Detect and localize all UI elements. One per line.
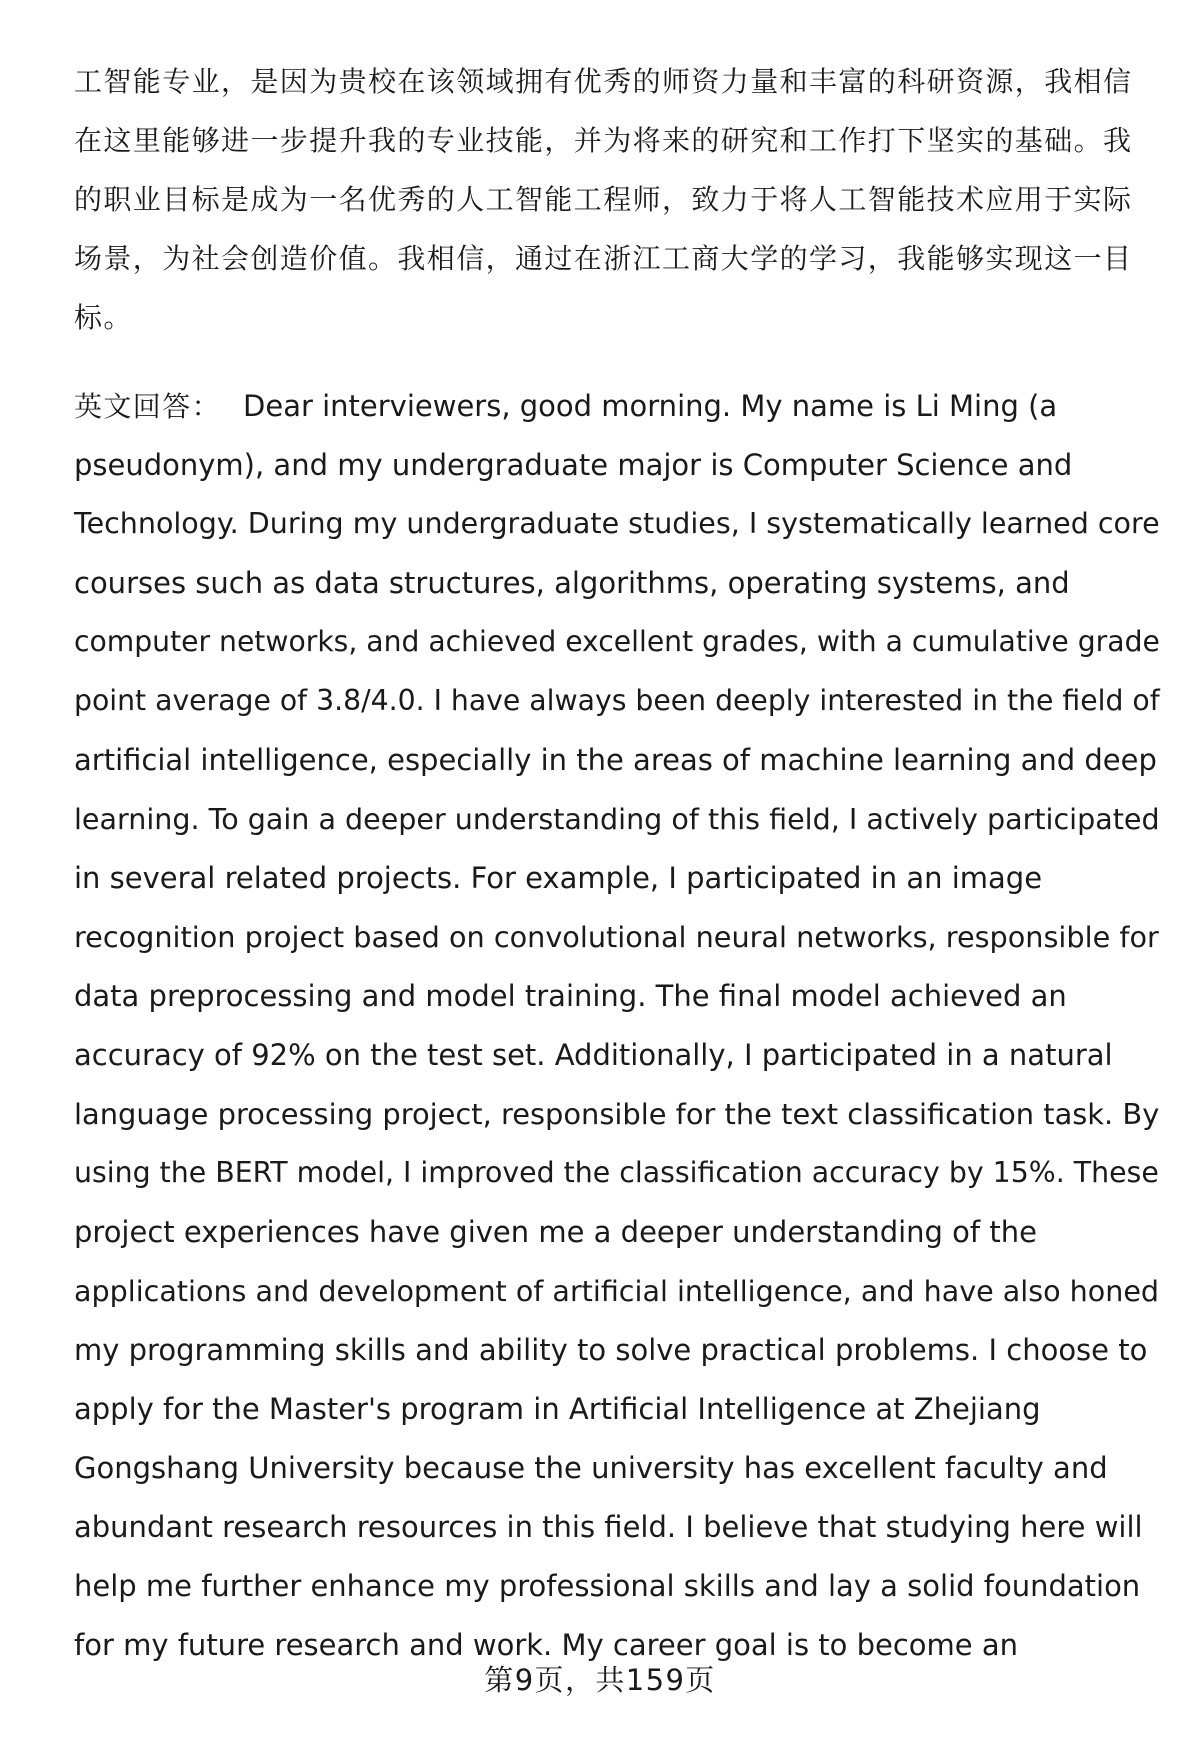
english-line-19: Gongshang University because the university has excellent faculty and [74,1451,1108,1485]
chinese-line-5: 标。 [74,301,133,334]
english-line-6: point average of 3.8/4.0. I have always been deeply interested in the field of [74,684,1160,717]
english-line-17: my programming skills and ability to solve practical problems. I choose to [74,1333,1148,1367]
english-line-12: accuracy of 92% on the test set. Additionally, I participated in a natural [74,1038,1113,1072]
english-line-9: in several related projects. For example, I participated in an image [74,861,1043,895]
english-line-3: Technology. During my undergraduate studies, I systematically learned core [74,507,1160,540]
chinese-line-2: 在这里能够进一步提升我的专业技能，并为将来的研究和工作打下坚实的基础。我 [74,124,1133,157]
english-line-15: project experiences have given me a deeper understanding of the [74,1215,1037,1249]
english-line-8: learning. To gain a deeper understanding of this field, I actively participated [74,802,1160,836]
chinese-line-1: 工智能专业，是因为贵校在该领域拥有优秀的师资力量和丰富的科研资源，我相信 [74,65,1133,98]
page-number-footer: 第9页，共159页 [484,1663,716,1697]
english-line-16: applications and development of artificial intelligence, and have also honed [74,1274,1160,1308]
english-line-13: language processing project, responsible for the text classification task. By [74,1097,1160,1131]
english-line-11: data preprocessing and model training. The final model achieved an [74,979,1067,1013]
english-line-18: apply for the Master's program in Artificial Intelligence at Zhejiang [74,1392,1041,1426]
english-line-22: for my future research and work. My career goal is to become an [74,1628,1019,1662]
english-line-2: pseudonym), and my undergraduate major is Computer Science and [74,448,1073,482]
chinese-line-3: 的职业目标是成为一名优秀的人工智能工程师，致力于将人工智能技术应用于实际 [74,183,1133,216]
english-line-21: help me further enhance my professional skills and lay a solid foundation [74,1569,1141,1603]
chinese-line-4: 场景，为社会创造价值。我相信，通过在浙江工商大学的学习，我能够实现这一目 [74,242,1133,275]
english-line-20: abundant research resources in this field. I believe that studying here will [74,1510,1143,1544]
english-answer-label: 英文回答： [74,390,222,423]
english-line-14: using the BERT model, I improved the classification accuracy by 15%. These [74,1156,1159,1189]
english-line-4: courses such as data structures, algorithms, operating systems, and [74,566,1070,600]
english-answer-first-line [74,386,1057,427]
english-line-1: Dear interviewers, good morning. My name is Li Ming (a [243,389,1058,423]
english-line-10: recognition project based on convolutional neural networks, responsible for [74,920,1159,954]
english-line-5: computer networks, and achieved excellent grades, with a cumulative grade [74,625,1160,658]
english-line-7: artificial intelligence, especially in the areas of machine learning and deep [74,743,1157,777]
